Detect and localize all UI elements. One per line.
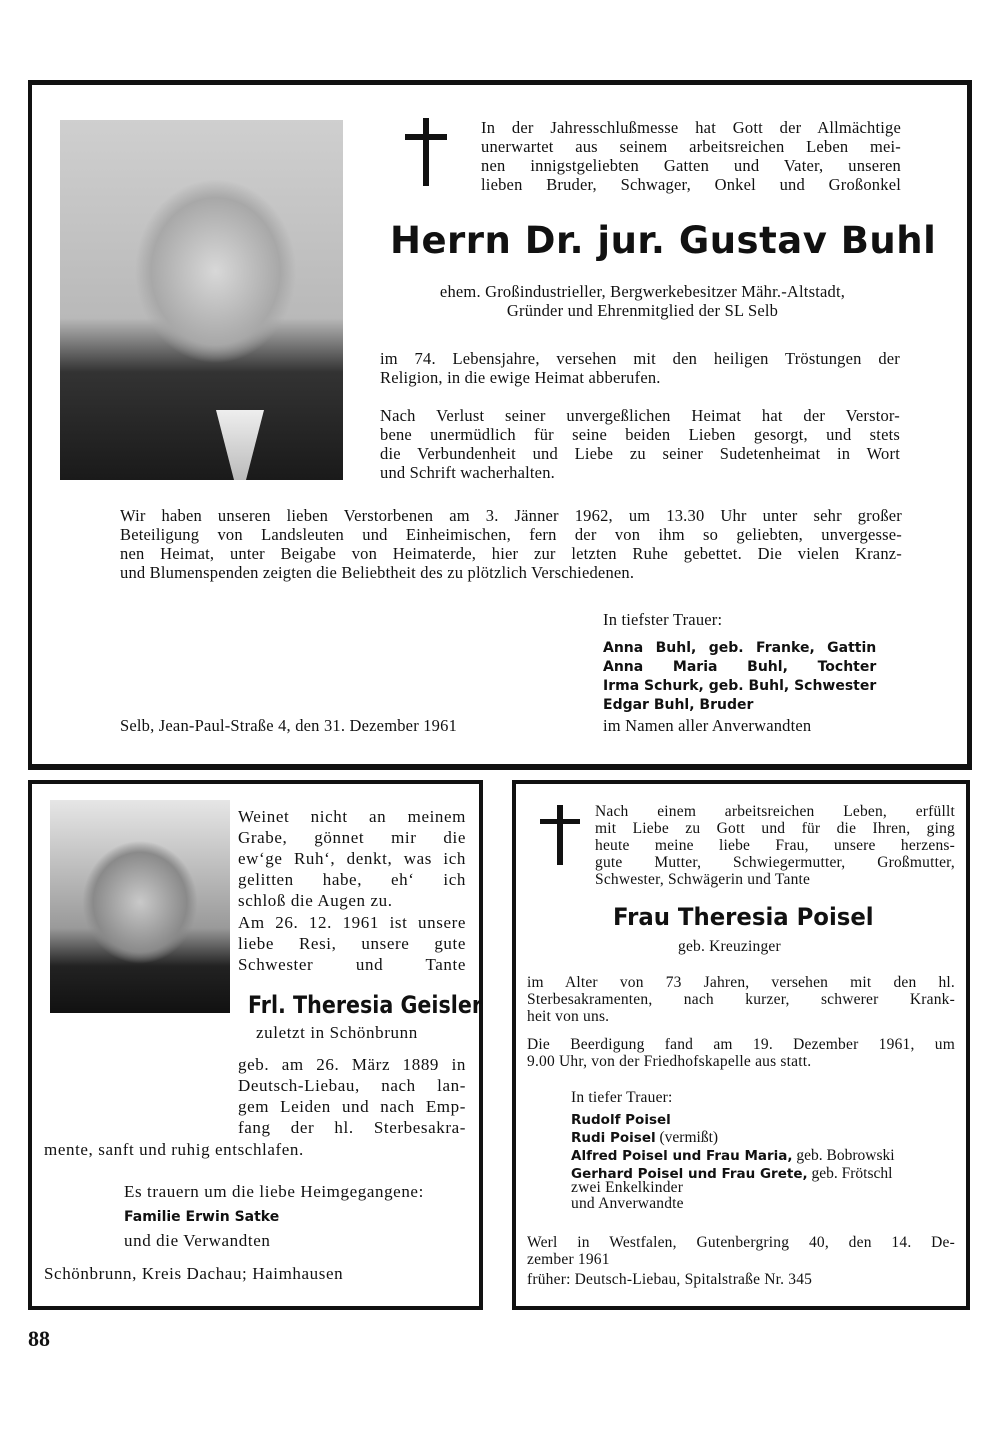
text-line: lieben Bruder, Schwager, Onkel und Großonkel (481, 175, 901, 194)
place-date (527, 1234, 955, 1268)
text-line: Anna Maria Buhl, Tochter (603, 659, 877, 675)
portrait-photo-theresia-geisler (50, 800, 230, 1013)
text-line: Deutsch-Liebau, nach lan- (238, 1076, 466, 1095)
mourner-name: Rudi Poisel (571, 1130, 656, 1146)
funeral-paragraph (527, 1036, 955, 1070)
relatives-line: und Anverwandte (571, 1195, 684, 1212)
text-line: Gründer und Ehrenmitglied der SL Selb (506, 301, 779, 320)
text-line: ehem. Großindustrieller, Bergwerkebesitzer Mähr.-Altstadt, (439, 282, 846, 301)
text-line: schloß die Augen zu. (238, 891, 393, 910)
mourner-row (571, 1147, 895, 1165)
text-line: die Verbundenheit und Liebe zu seiner Sudetenheimat in Wort (380, 444, 900, 463)
place-line: Schönbrunn, Kreis Dachau; Haimhausen (44, 1264, 344, 1283)
homeland-paragraph (380, 406, 900, 482)
text-line: Wir haben unseren lieben Verstorbenen am 3. Jänner 1962, um 13.30 Uhr unter sehr großer (120, 506, 902, 525)
deceased-name: Frl. Theresia Geisler (248, 991, 483, 1019)
place-date: Selb, Jean-Paul-Straße 4, den 31. Dezember 1961 (120, 716, 458, 735)
text-line: Nach einem arbeitsreichen Leben, erfüllt (595, 803, 955, 820)
text-line: Schwester, Schwägerin und Tante (595, 871, 811, 888)
deceased-name: Herrn Dr. jur. Gustav Buhl (390, 219, 937, 262)
mourner-row (571, 1111, 895, 1129)
text-line: nen Heimat, unter Beigabe von Heimaterde, hier zur letzten Ruhe gebettet. Die vielen Kranz- (120, 544, 902, 563)
text-line: Nach Verlust seiner unvergeßlichen Heimat hat der Verstor- (380, 406, 900, 425)
cross-icon (540, 805, 580, 865)
mourners-list (571, 1111, 895, 1183)
text-line: mit Liebe zu Gott und für die Ihren, ging (595, 820, 955, 837)
text-line: Edgar Buhl, Bruder (603, 697, 754, 713)
former-address: früher: Deutsch-Liebau, Spitalstraße Nr. 345 (527, 1271, 813, 1288)
text-line: liebe Resi, unsere gute (238, 934, 466, 953)
text-line: und Blumenspenden zeigten die Beliebtheit des zu plötzlich Verschiedenen. (120, 563, 635, 582)
grandchildren-line: zwei Enkelkinder (571, 1179, 684, 1196)
text-line: bene unermüdlich für seine beiden Lieben gesorgt, und stets (380, 425, 900, 444)
portrait-photo-gustav-buhl (60, 120, 343, 480)
text-line: Schwester und Tante (238, 955, 466, 974)
text-line: Irma Schurk, geb. Buhl, Schwester (603, 678, 877, 694)
text-line: Weinet nicht an meinem (238, 807, 466, 826)
mourner-name: Alfred Poisel und Frau Maria, (571, 1148, 793, 1164)
mourner-note: (vermißt) (655, 1129, 719, 1146)
text-line: 9.00 Uhr, von der Friedhofskapelle aus statt. (527, 1053, 812, 1070)
intro-text (481, 118, 901, 194)
birth-details-end: mente, sanft und ruhig entschlafen. (44, 1140, 304, 1159)
mourner-name: Gerhard Poisel und Frau Grete, (571, 1166, 808, 1182)
family-name: Familie Erwin Satke (124, 1209, 280, 1225)
mourning-label: In tiefster Trauer: (603, 610, 723, 629)
residence-subtitle: zuletzt in Schönbrunn (256, 1023, 418, 1042)
text-line: gelitten habe, eh‘ ich (238, 870, 466, 889)
cross-icon (405, 118, 447, 186)
text-line: heit von uns. (527, 1008, 610, 1025)
text-line: im 74. Lebensjahre, versehen mit den heiligen Tröstungen der (380, 349, 900, 368)
text-line: Anna Buhl, geb. Franke, Gattin (603, 640, 877, 656)
text-line: Sterbesakramenten, nach kurzer, schwerer Krank- (527, 991, 955, 1008)
mourner-note: geb. Bobrowski (792, 1147, 895, 1164)
text-line: nen innigstgeliebten Gatten und Vater, unseren (481, 156, 901, 175)
text-line: gem Leiden und nach Emp- (238, 1097, 466, 1116)
mourner-name: Rudolf Poisel (571, 1112, 671, 1128)
text-line: zember 1961 (527, 1251, 610, 1268)
mourning-label: Es trauern um die liebe Heimgegangene: (124, 1182, 424, 1201)
mourner-note: geb. Frötschl (807, 1165, 893, 1182)
page-number: 88 (28, 1326, 50, 1351)
deceased-name: Frau Theresia Poisel (613, 903, 874, 931)
mourner-row (571, 1129, 895, 1147)
text-line: Beteiligung von Landsleuten und Einheimischen, fern der von ihm so geliebten, unvergesse- (120, 525, 902, 544)
deceased-titles (395, 282, 890, 320)
mourning-label: In tiefer Trauer: (571, 1089, 673, 1106)
intro-text (595, 803, 955, 888)
text-line: Am 26. 12. 1961 ist unsere (238, 913, 466, 932)
text-line: fang der hl. Sterbesakra- (238, 1118, 466, 1137)
verse-text (238, 806, 466, 911)
birth-details (238, 1054, 466, 1138)
maiden-name: geb. Kreuzinger (678, 938, 781, 955)
text-line: ew‘ge Ruh‘, denkt, was ich (238, 849, 466, 868)
text-line: im Alter von 73 Jahren, versehen mit den hl. (527, 974, 955, 991)
text-line: geb. am 26. März 1889 in (238, 1055, 466, 1074)
mourners-list (603, 639, 876, 715)
announcement-text (238, 912, 466, 975)
text-line: Religion, in die ewige Heimat abberufen. (380, 368, 661, 387)
text-line: unerwartet aus seinem arbeitsreichen Leben mei- (481, 137, 901, 156)
text-line: gute Mutter, Schwiegermutter, Großmutter, (595, 854, 955, 871)
text-line: Die Beerdigung fand am 19. Dezember 1961, um (527, 1036, 955, 1053)
burial-paragraph (120, 506, 902, 582)
text-line: heute meine liebe Frau, unsere herzens- (595, 837, 955, 854)
text-line: Grabe, gönnet mir die (238, 828, 466, 847)
age-paragraph (527, 974, 955, 1025)
text-line: Werl in Westfalen, Gutenbergring 40, den 14. De- (527, 1234, 955, 1251)
relatives-line: im Namen aller Anverwandten (603, 716, 812, 735)
relatives-line: und die Verwandten (124, 1231, 271, 1250)
text-line: und Schrift wacherhalten. (380, 463, 555, 482)
text-line: In der Jahresschlußmesse hat Gott der Allmächtige (481, 118, 901, 137)
age-paragraph (380, 349, 900, 387)
